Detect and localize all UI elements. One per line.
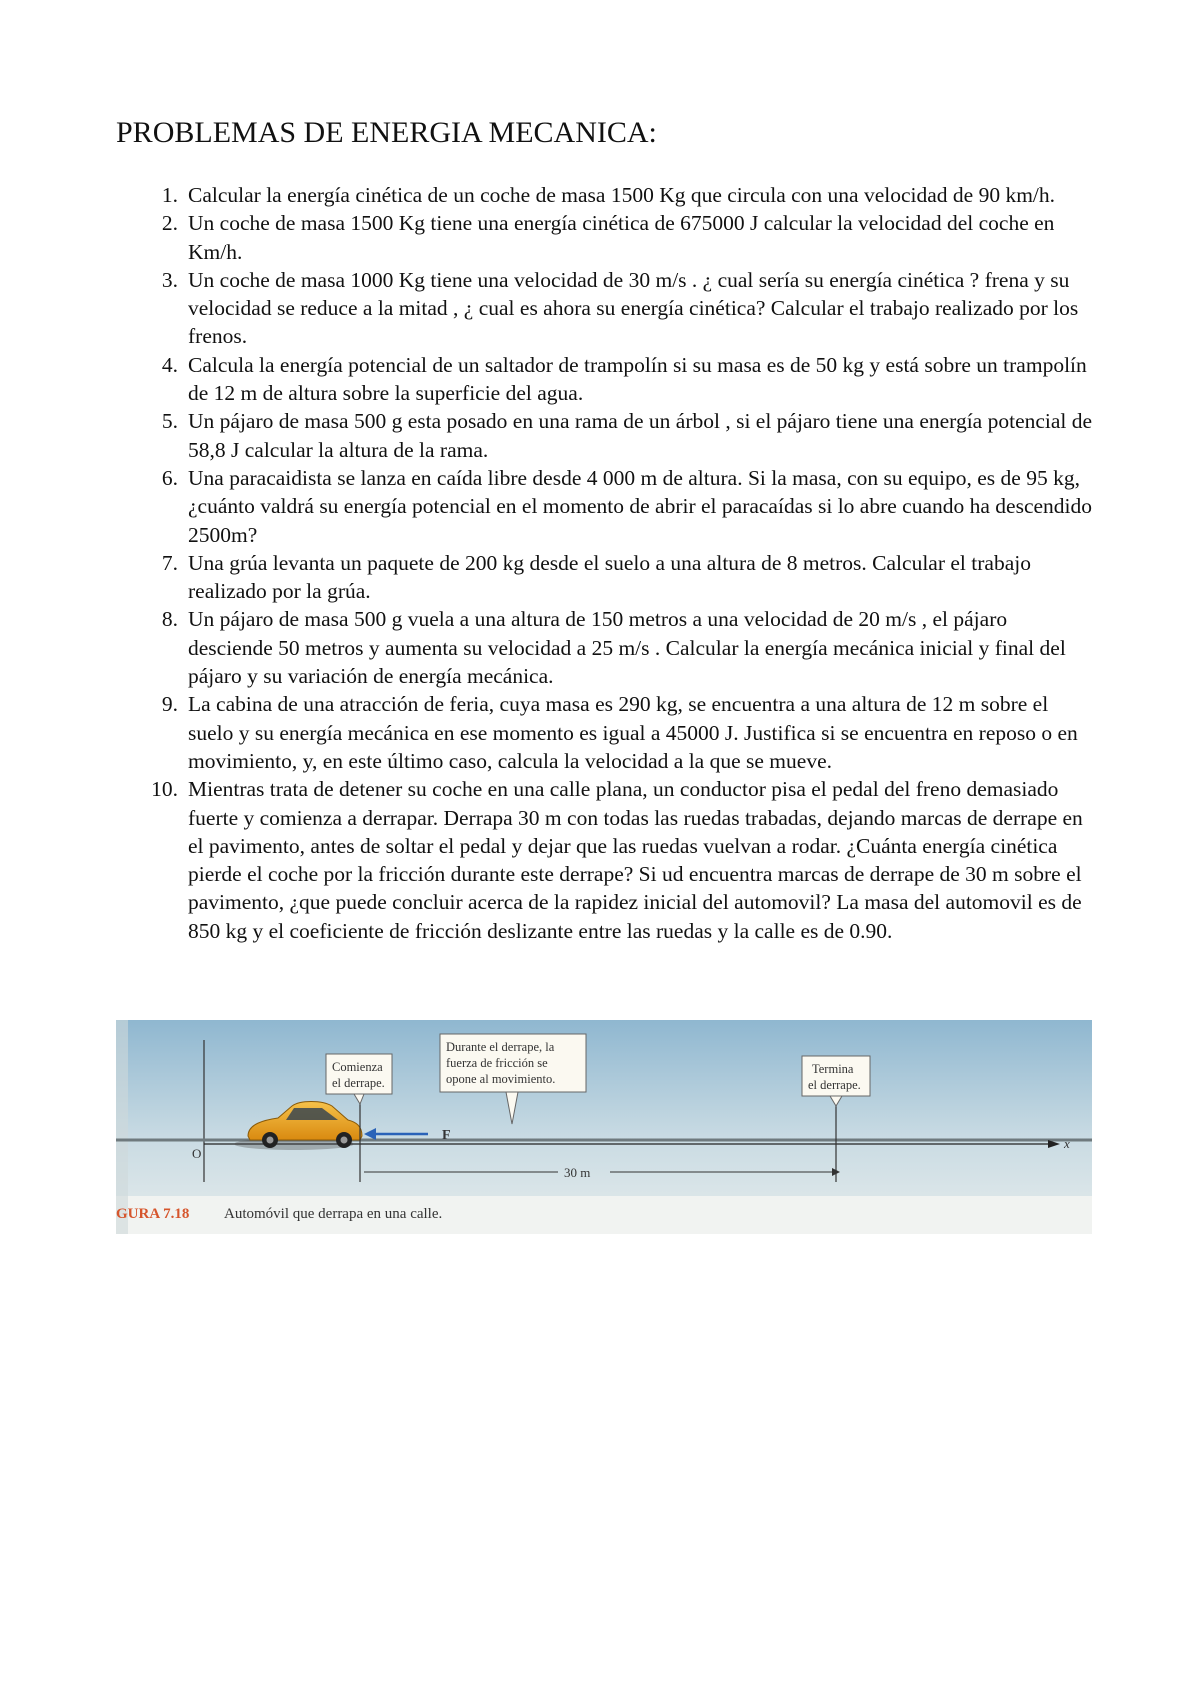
problem-number: 10.	[151, 777, 178, 802]
problem-list	[151, 181, 1093, 945]
problem-text: Mientras trata de detener su coche en una calle plana, un conductor pisa el pedal del freno demasiado fuerte y comienza a derrapar. Derrapa 30 m con todas las ruedas trabadas, dejando marcas de derrape en el pavimento, antes de soltar el pedal y dejar que las ruedas vuelvan a rodar. ¿Cuánta energía cinética pierde el coche por la fricción durante este derrape? Si ud encuentra marcas de derrape de 30 m sobre el pavimento, ¿que puede concluir acerca de la rapidez inicial del automovil? La masa del automovil es de 850 kg y el coeficiente de fricción deslizante entre las ruedas y la calle es de 0.90.	[188, 777, 1083, 943]
problem-item	[161, 605, 1093, 690]
origin-label: O	[192, 1146, 202, 1161]
problem-text: Un pájaro de masa 500 g esta posado en una rama de un árbol , si el pájaro tiene una energía potencial de 58,8 J calcular la altura de la rama.	[188, 409, 1093, 462]
figure-caption-text: Automóvil que derrapa en una calle.	[224, 1206, 443, 1222]
problem-item	[161, 690, 1093, 775]
axis-x-label: x	[1064, 1136, 1070, 1151]
problem-text: Calcula la energía potencial de un saltador de trampolín si su masa es de 50 kg y está sobre un trampolín de 12 m de altura sobre la superficie del agua.	[188, 352, 1087, 406]
skid-figure	[116, 1020, 1092, 1234]
problem-number: 7.	[161, 550, 178, 575]
problem-text: Una paracaidista se lanza en caída libre desde 4 000 m de altura. Si la masa, con su equipo, es de 95 kg, ¿cuánto valdrá su energía potencial en el momento de abrir el paracaídas si lo abre cuando ha descendido 2500m?	[188, 465, 1093, 547]
callout-start-line2: el derrape.	[332, 1076, 385, 1090]
callout-end-line2: el derrape.	[808, 1078, 861, 1092]
distance-label: 30 m	[564, 1165, 591, 1180]
skid-diagram	[116, 1020, 1092, 1234]
problem-item	[151, 775, 1093, 945]
problem-text: Un pájaro de masa 500 g vuela a una altura de 150 metros a una velocidad de 20 m/s , el pájaro desciende 50 metros y aumenta su velocidad a 25 m/s . Calcular la energía mecánica inicial y final del pájaro y su variación de energía mecánica.	[188, 607, 1066, 689]
problem-number: 6.	[161, 465, 178, 490]
problem-item	[161, 351, 1093, 408]
problem-item	[161, 209, 1093, 266]
problem-number: 1.	[161, 183, 178, 207]
problem-text: Un coche de masa 1000 Kg tiene una velocidad de 30 m/s . ¿ cual sería su energía cinética ? frena y su velocidad se reduce a la mitad , ¿ cual es ahora su energía cinética? Calcular el trabajo realizado por los frenos.	[188, 267, 1079, 349]
problem-item	[161, 549, 1093, 606]
callout-start-line1: Comienza	[332, 1060, 383, 1074]
problem-item	[161, 407, 1093, 464]
force-label: F	[442, 1128, 451, 1143]
problem-number: 8.	[161, 607, 178, 632]
callout-end-line1: Termina	[812, 1062, 854, 1076]
problem-number: 3.	[161, 267, 178, 292]
problem-item	[161, 464, 1093, 549]
problem-text: Un coche de masa 1500 Kg tiene una energía cinética de 675000 J calcular la velocidad del coche en Km/h.	[188, 211, 1055, 264]
problem-text: Calcular la energía cinética de un coche de masa 1500 Kg que circula con una velocidad de 90 km/h.	[188, 183, 1056, 207]
left-shadow	[116, 1020, 128, 1234]
problem-text: La cabina de una atracción de feria, cuya masa es 290 kg, se encuentra a una altura de 12 m sobre el suelo y su energía mecánica en ese momento es igual a 45000 J. Justifica si se encuentra en reposo o en movimiento, y, en este último caso, calcula la velocidad a la que se mueve.	[188, 692, 1078, 773]
callout-during-line1: Durante el derrape, la	[446, 1040, 555, 1054]
problem-text: Una grúa levanta un paquete de 200 kg desde el suelo a una altura de 8 metros. Calcular el trabajo realizado por la grúa.	[188, 550, 1031, 604]
figure-caption-number: GURA 7.18	[116, 1206, 190, 1222]
problem-number: 2.	[161, 211, 178, 236]
problem-number: 5.	[161, 409, 178, 434]
callout-during-line3: opone al movimiento.	[446, 1072, 556, 1086]
problem-number: 9.	[161, 692, 178, 717]
problem-item	[161, 181, 1093, 209]
page-title: PROBLEMAS DE ENERGIA MECANICA:	[116, 116, 657, 149]
callout-during-line2: fuerza de fricción se	[446, 1056, 548, 1070]
problem-item	[161, 266, 1093, 351]
problem-number: 4.	[161, 352, 178, 377]
